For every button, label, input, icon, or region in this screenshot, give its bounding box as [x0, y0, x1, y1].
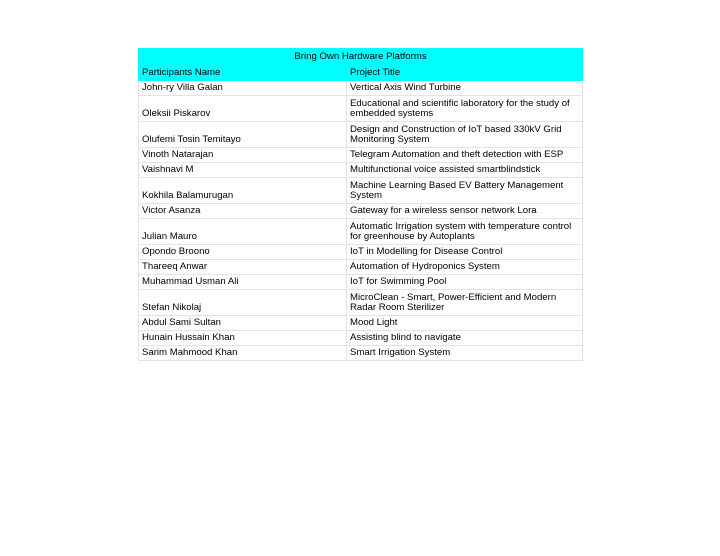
participant-name-cell: Vinoth Natarajan — [139, 148, 347, 163]
participant-name-cell: Oleksii Piskarov — [139, 96, 347, 122]
participants-table — [138, 48, 583, 361]
participant-name-cell: Thareeq Anwar — [139, 260, 347, 275]
participant-name-cell: Hunain Hussain Khan — [139, 331, 347, 346]
table-row — [139, 245, 583, 260]
project-title-cell: Automatic Irrigation system with temperature control for greenhouse by Autoplants — [347, 219, 583, 245]
participant-name-cell: Muhammad Usman Ali — [139, 275, 347, 290]
table-row — [139, 163, 583, 178]
project-title-cell: Telegram Automation and theft detection with ESP — [347, 148, 583, 163]
participant-name-cell: Abdul Sami Sultan — [139, 316, 347, 331]
table-row — [139, 204, 583, 219]
column-header-participant-name: Participants Name — [139, 65, 347, 81]
project-title-cell: Smart Irrigation System — [347, 346, 583, 361]
table-row — [139, 316, 583, 331]
project-title-cell: Multifunctional voice assisted smartblindstick — [347, 163, 583, 178]
participant-name-cell: Julian Mauro — [139, 219, 347, 245]
table-row — [139, 122, 583, 148]
project-title-cell: Automation of Hydroponics System — [347, 260, 583, 275]
project-title-cell: IoT for Swimming Pool — [347, 275, 583, 290]
project-title-cell: Mood Light — [347, 316, 583, 331]
participant-name-cell: Kokhila Balamurugan — [139, 178, 347, 204]
column-header-project-title: Project Title — [347, 65, 583, 81]
table-row — [139, 346, 583, 361]
project-title-cell: Educational and scientific laboratory for the study of embedded systems — [347, 96, 583, 122]
participant-name-cell: Victor Asanza — [139, 204, 347, 219]
participant-name-cell: John-ry Villa Galan — [139, 81, 347, 96]
project-title-cell: Machine Learning Based EV Battery Management System — [347, 178, 583, 204]
table-row — [139, 81, 583, 96]
project-title-cell: IoT in Modelling for Disease Control — [347, 245, 583, 260]
table-row — [139, 178, 583, 204]
table-row — [139, 148, 583, 163]
participant-name-cell: Olufemi Tosin Temitayo — [139, 122, 347, 148]
participant-name-cell: Stefan Nikolaj — [139, 290, 347, 316]
table-header-row — [139, 65, 583, 81]
project-title-cell: Design and Construction of IoT based 330kV Grid Monitoring System — [347, 122, 583, 148]
project-title-cell: MicroClean - Smart, Power-Efficient and Modern Radar Room Sterilizer — [347, 290, 583, 316]
project-title-cell: Gateway for a wireless sensor network Lora — [347, 204, 583, 219]
participants-sheet — [138, 48, 582, 361]
table-caption-row — [139, 49, 583, 65]
table-title: Bring Own Hardware Platforms — [139, 49, 583, 65]
project-title-cell: Assisting blind to navigate — [347, 331, 583, 346]
table-row — [139, 260, 583, 275]
project-title-cell: Vertical Axis Wind Turbine — [347, 81, 583, 96]
table-row — [139, 96, 583, 122]
table-row — [139, 275, 583, 290]
participant-name-cell: Sarim Mahmood Khan — [139, 346, 347, 361]
participant-name-cell: Vaishnavi M — [139, 163, 347, 178]
table-row — [139, 219, 583, 245]
participant-name-cell: Opondo Broono — [139, 245, 347, 260]
table-row — [139, 331, 583, 346]
table-row — [139, 290, 583, 316]
